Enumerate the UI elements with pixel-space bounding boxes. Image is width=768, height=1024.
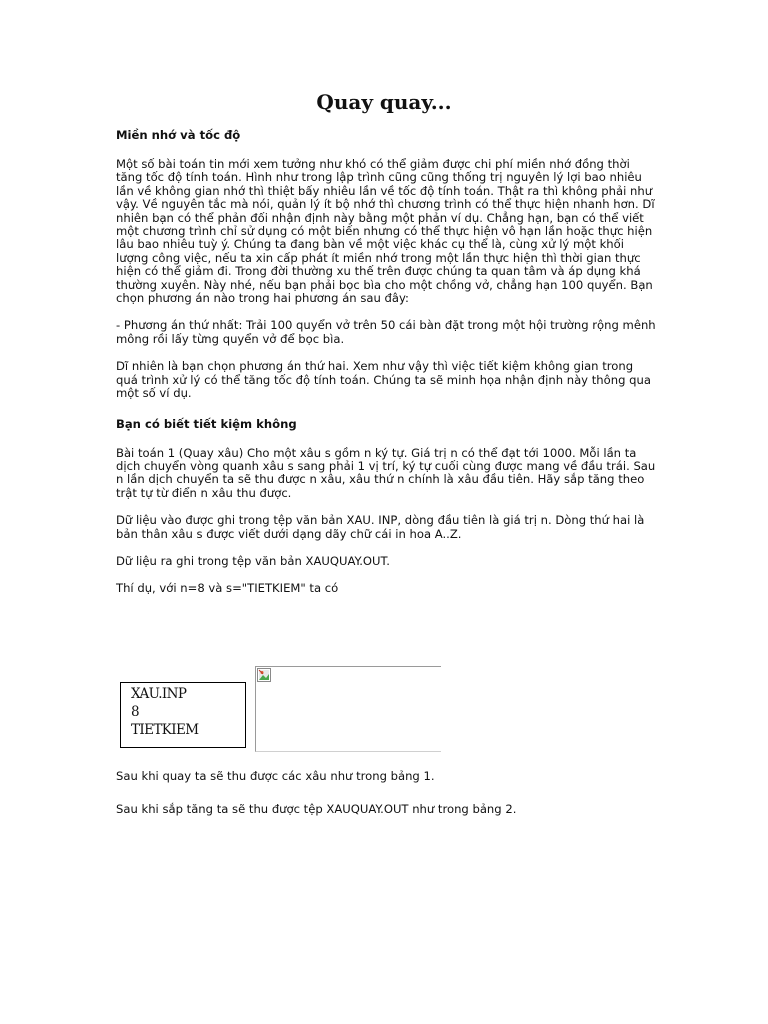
example-figure <box>118 664 448 756</box>
document-title: Quay quay... <box>316 90 452 114</box>
paragraph-after-sort: Sau khi sắp tăng ta sẽ thu được tệp XAUQUAY.OUT như trong bảng 2. <box>116 802 517 816</box>
paragraph-conclusion: Dĩ nhiên là bạn chọn phương án thứ hai. Xem như vậy thì việc tiết kiệm không gian trong quá trình xử lý có thể tăng tốc độ tính toán. Chúng ta sẽ minh họa nhận định này thông qua một số ví dụ. <box>116 359 651 401</box>
paragraph-output-spec: Dữ liệu ra ghi trong tệp văn bản XAUQUAY.OUT. <box>116 553 390 568</box>
document-body <box>116 128 656 596</box>
paragraph-example-intro: Thí dụ, với n=8 và s="TIETKIEM" ta có <box>116 581 339 596</box>
missing-image-frame <box>255 666 441 752</box>
input-file-name: XAU.INP <box>131 686 187 702</box>
input-file-string: TIETKIEM <box>131 722 199 738</box>
paragraph-after-rotation: Sau khi quay ta sẽ thu được các xâu như trong bảng 1. <box>116 769 435 783</box>
paragraph-problem-statement: Bài toán 1 (Quay xâu) Cho một xâu s gồm n ký tự. Giá trị n có thể đạt tới 1000. Mỗi lần ta dịch chuyển vòng quanh xâu s sang phải 1 vị trí, ký tự cuối cùng được mang về đầu trái. Sau n lần dịch chuyển ta sẽ thu được n xâu, xâu thứ n chính là xâu đầu tiên. Hãy sắp tăng theo trật tự từ điển n xâu thu được. <box>116 445 656 500</box>
section-heading-memory-speed: Miền nhớ và tốc độ <box>116 128 241 142</box>
paragraph-option-one: - Phương án thứ nhất: Trải 100 quyển vở trên 50 cái bàn đặt trong một hội trường rộng mênh mông rồi lấy từng quyển vở để bọc bìa. <box>116 318 656 346</box>
broken-image-icon <box>257 668 271 682</box>
section-heading-saving: Bạn có biết tiết kiệm không <box>116 416 297 431</box>
input-file-n-value: 8 <box>131 704 139 720</box>
paragraph-intro: Một số bài toán tin mới xem tưởng như khó có thể giảm được chi phí miền nhớ đồng thời tăng tốc độ tính toán. Hình như trong lập trình cũng cũng thống trị nguyên lý lợi bao nhiêu lần về không gian nhớ thì thiệt bấy nhiêu lần về tốc độ tính toán. Thật ra thì không phải như vậy. Về nguyên tắc mà nói, quản lý ít bộ nhớ thì chương trình có thể thực hiện nhanh hơn. Dĩ nhiên bạn có thể phản đối nhận định này bằng một phản ví dụ. Chẳng hạn, bạn có thể viết một chương trình chỉ sử dụng có một biến nhưng có thể thực hiện vô hạn lần hoặc thực hiện lâu bao nhiêu tuỳ ý. Chúng ta đang bàn về một việc khác cụ thể là, cùng xử lý một khối lượng công việc, nếu ta xin cấp phát ít miền nhớ trong một lần thực hiện thì thời gian thực hiện có thể giảm đi. Trong đời thường xu thế trên được chúng ta quan tâm và áp dụng khá thường xuyên. Này nhé, nếu bạn phải bọc bìa cho một chồng vở, chẳng hạn 100 quyển. Bạn chọn phương án nào trong hai phương án sau đây: <box>116 157 655 306</box>
input-file-box <box>120 682 246 748</box>
paragraph-input-spec: Dữ liệu vào được ghi trong tệp văn bản XAU. INP, dòng đầu tiên là giá trị n. Dòng thứ hai là bản thân xâu s được viết dưới dạng dãy chữ cái in hoa A..Z. <box>116 513 645 541</box>
